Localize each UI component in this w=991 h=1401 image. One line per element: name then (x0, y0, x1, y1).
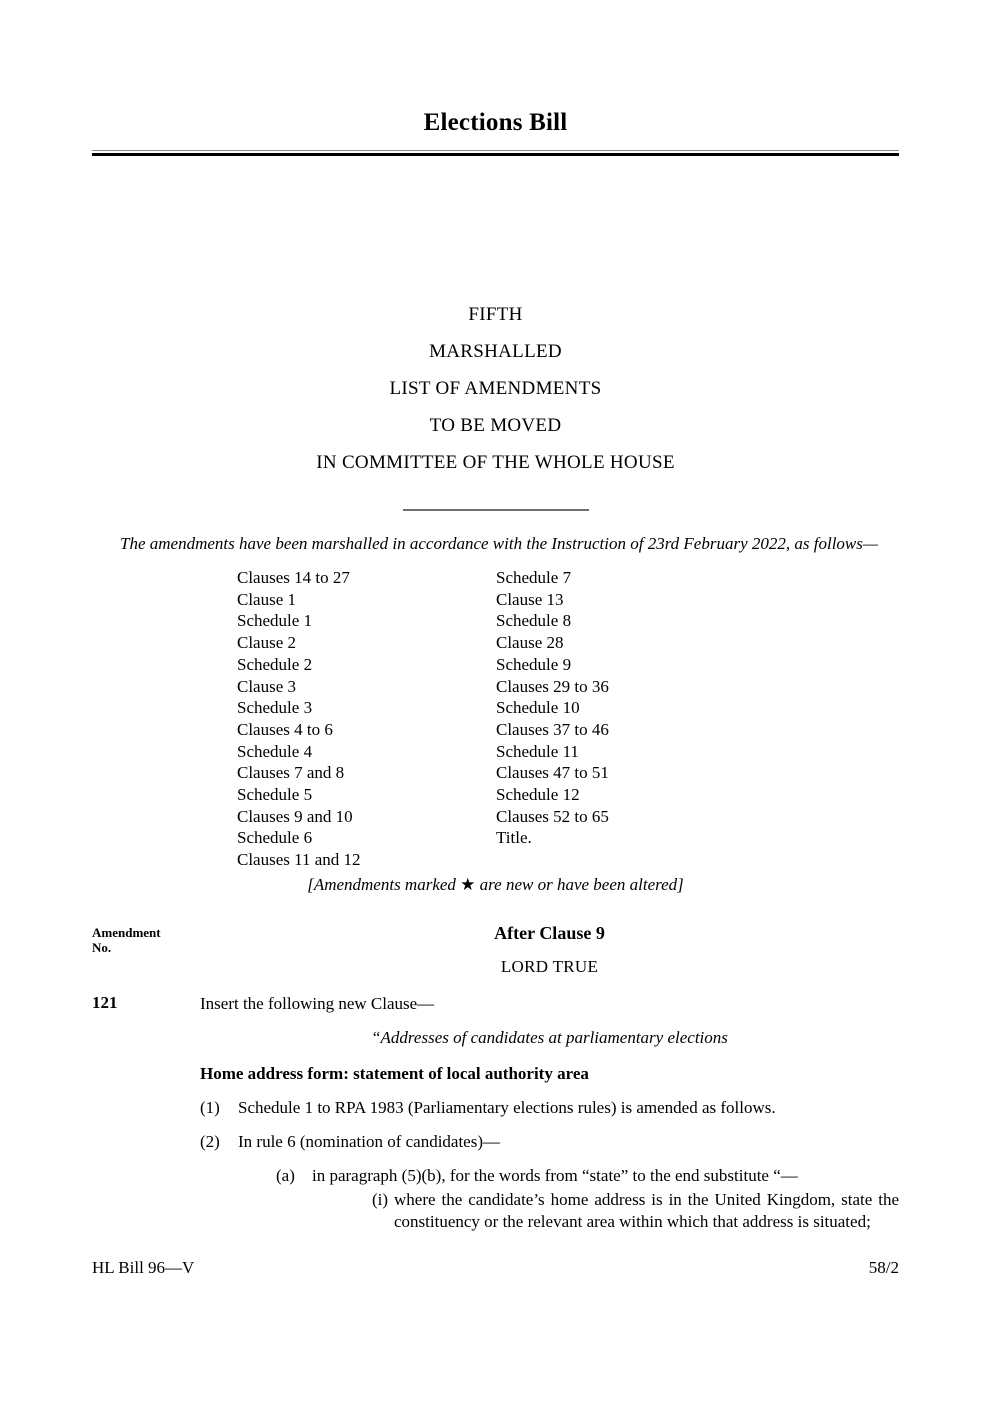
list-item: Schedule 11 (496, 741, 579, 761)
header-rule-thick (92, 153, 899, 156)
page-content (92, 0, 899, 1233)
list-item: Clause 13 (496, 589, 564, 609)
list-item: Schedule 5 (237, 785, 313, 805)
star-note (92, 875, 899, 895)
amendment-number: 121 (92, 993, 118, 1012)
footer-page-number: 58/2 (868, 1258, 899, 1277)
list-item: Clause 28 (496, 633, 564, 653)
amendment-header (92, 925, 899, 985)
title-line-in-committee: IN COMMITTEE OF THE WHOLE HOUSE (316, 452, 675, 473)
list-item: Clauses 47 to 51 (496, 763, 609, 783)
clause-subparagraph-a (276, 1165, 899, 1233)
list-item: Clauses 37 to 46 (496, 719, 609, 739)
inserted-clause-title: “Addresses of candidates at parliamentary elections (371, 1028, 728, 1047)
clause-paragraph-2 (200, 1131, 899, 1153)
list-item: Clauses 11 and 12 (237, 850, 361, 870)
amendment-sponsor: LORD TRUE (500, 957, 599, 976)
clause-subparagraph-i (358, 1189, 899, 1233)
list-item: Clauses 14 to 27 (237, 568, 350, 587)
footer-bill-reference: HL Bill 96—V (92, 1258, 195, 1277)
inserted-clause-heading: Home address form: statement of local authority area (200, 1064, 589, 1083)
amendment-no-label-line1: Amendment (92, 925, 161, 940)
list-item: Schedule 1 (237, 611, 313, 631)
list-item: Schedule 8 (496, 611, 572, 631)
list-item: Title. (496, 828, 532, 848)
subparagraph-text: where the candidate’s home address is in the United Kingdom, state the constituency or the relevant area within which that address is situated; (394, 1190, 899, 1231)
list-item: Clauses 9 and 10 (237, 806, 353, 826)
title-line-fifth: FIFTH (468, 304, 523, 325)
amendment-no-label (92, 925, 202, 955)
list-item: Schedule 3 (237, 698, 313, 718)
instruction-paragraph: The amendments have been marshalled in accordance with the Instruction of 23rd February 2022, as follows— (120, 534, 878, 553)
paragraph-marker: (2) (200, 1132, 220, 1151)
list-item: Clause 2 (237, 633, 297, 653)
title-line-marshalled: MARSHALLED (429, 341, 562, 362)
list-item: Clauses 52 to 65 (496, 806, 609, 826)
page-footer (92, 1258, 899, 1278)
list-item: Schedule 7 (496, 568, 572, 587)
paragraph-marker: (1) (200, 1098, 220, 1117)
list-item: Schedule 12 (496, 785, 580, 805)
list-item: Schedule 2 (237, 654, 313, 674)
list-item: Schedule 4 (237, 741, 313, 761)
paragraph-text: In rule 6 (nomination of candidates)— (238, 1132, 501, 1151)
list-item: Clauses 7 and 8 (237, 763, 345, 783)
marshalled-list-right-column (496, 567, 609, 849)
clause-paragraph-1 (200, 1097, 899, 1119)
list-item: Clause 1 (237, 589, 297, 609)
amendment-text (200, 993, 899, 1233)
amendment-lead-line: Insert the following new Clause— (200, 994, 435, 1013)
title-line-to-be-moved: TO BE MOVED (429, 415, 562, 436)
subparagraph-marker: (a) (276, 1166, 295, 1185)
list-item: Schedule 10 (496, 698, 580, 718)
page-title: Elections Bill (423, 109, 568, 136)
paragraph-text: Schedule 1 to RPA 1983 (Parliamentary elections rules) is amended as follows. (238, 1098, 776, 1117)
title-line-list-of-amendments: LIST OF AMENDMENTS (389, 378, 602, 399)
list-item: Clauses 4 to 6 (237, 719, 333, 739)
title-divider-rule (403, 509, 589, 511)
star-note-suffix: are new or have been altered] (475, 875, 684, 894)
list-item: Clauses 29 to 36 (496, 676, 609, 696)
subparagraph-text: in paragraph (5)(b), for the words from “state” to the end substitute “— (312, 1166, 798, 1185)
list-item: Schedule 9 (496, 654, 572, 674)
amendment-entry (92, 993, 899, 1233)
list-item: Clause 3 (237, 676, 297, 696)
header-rule-thin (92, 150, 899, 151)
title-block (92, 296, 899, 511)
marshalled-list-left-column (237, 567, 361, 871)
marshalled-list (92, 567, 899, 870)
subparagraph-marker: (i) (371, 1190, 388, 1209)
star-note-prefix: [Amendments marked (307, 875, 461, 894)
section-heading-after-clause: After Clause 9 (494, 923, 605, 943)
star-icon: ★ (460, 875, 476, 894)
amendment-no-label-line2: No. (92, 940, 112, 955)
list-item: Schedule 6 (237, 828, 313, 848)
header-double-rule (92, 150, 899, 156)
